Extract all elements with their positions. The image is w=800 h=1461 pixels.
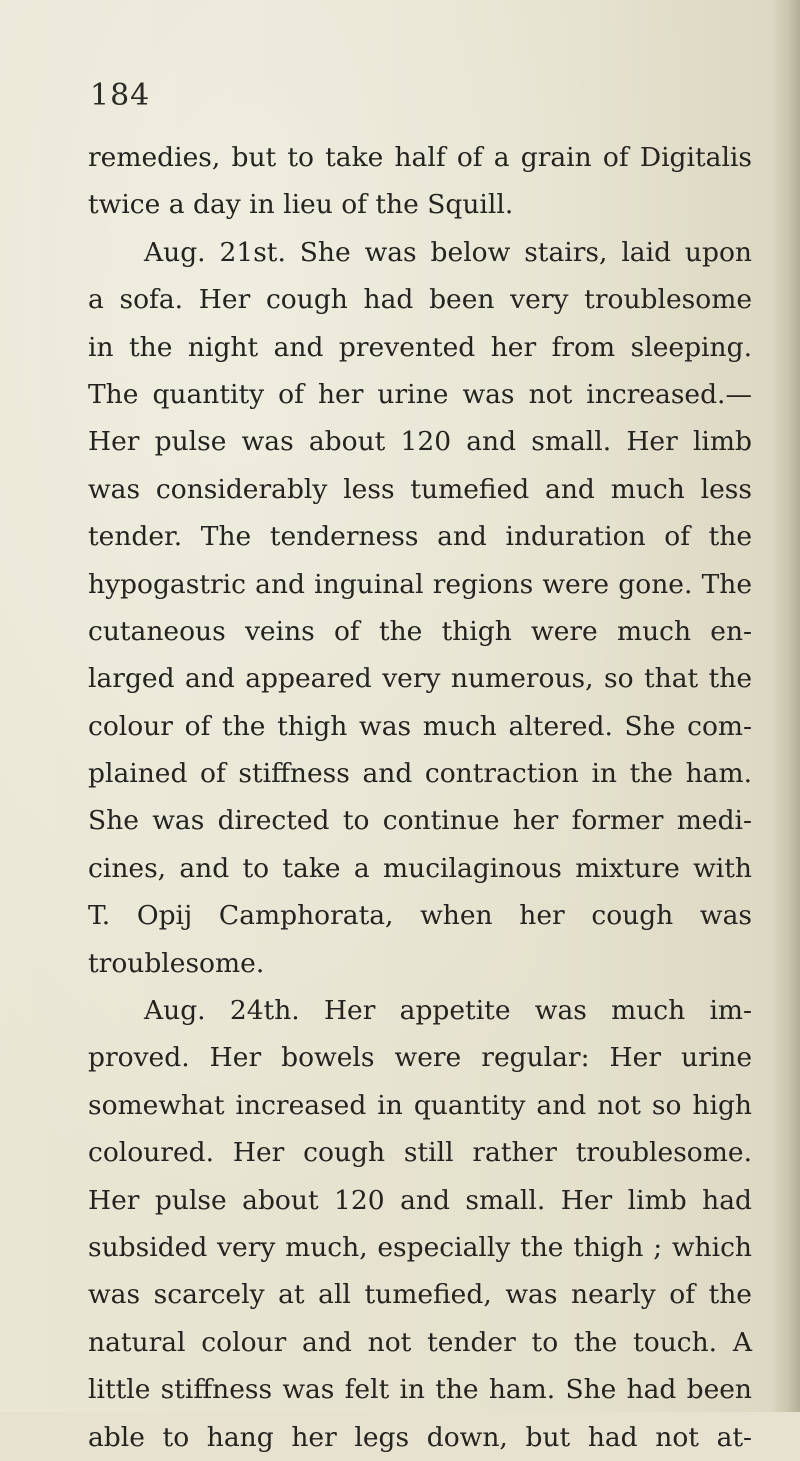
text-line: The quantity of her urine was not increased.—	[88, 378, 752, 410]
text-line: somewhat increased in quantity and not so high	[88, 1089, 752, 1121]
text-line: troublesome.	[88, 947, 265, 979]
page-number: 184	[90, 78, 151, 113]
text-line: Aug. 21st. She was below stairs, laid upon	[144, 236, 752, 268]
text-line: hypogastric and inguinal regions were gone. The	[88, 568, 752, 600]
text-line: Aug. 24th. Her appetite was much im-	[144, 995, 752, 1027]
text-line: little stiffness was felt in the ham. She had been	[88, 1374, 752, 1406]
text-line: Her pulse about 120 and small. Her limb had	[88, 1184, 752, 1216]
text-line: Her pulse was about 120 and small. Her limb	[88, 426, 752, 458]
text-line: remedies, but to take half of a grain of Digitalis	[88, 142, 752, 173]
text-line: twice a day in lieu of the Squill.	[88, 189, 514, 221]
text-line: able to hang her legs down, but had not at-	[88, 1421, 752, 1453]
text-line: subsided very much, especially the thigh ; which	[88, 1231, 752, 1263]
text-line: proved. Her bowels were regular: Her urine	[88, 1042, 752, 1074]
text-line: in the night and prevented her from sleeping.	[88, 331, 752, 363]
text-line: cines, and to take a mucilaginous mixture with	[88, 852, 752, 884]
text-line: was scarcely at all tumefied, was nearly of the	[88, 1279, 752, 1311]
page-edge-shadow	[772, 0, 800, 1412]
text-line: was considerably less tumefied and much less	[88, 473, 752, 505]
text-line: plained of stiffness and contraction in the ham.	[88, 758, 752, 790]
text-line: She was directed to continue her former medi-	[88, 805, 752, 837]
text-line: colour of the thigh was much altered. She com-	[88, 710, 752, 742]
text-line: natural colour and not tender to the touch. A	[88, 1326, 752, 1358]
text-line: cutaneous veins of the thigh were much en-	[88, 615, 752, 647]
text-line: a sofa. Her cough had been very troublesome	[88, 284, 752, 316]
text-line: tender. The tenderness and induration of the	[88, 521, 752, 553]
text-line: T. Opij Camphorata, when her cough was	[88, 900, 752, 932]
text-line: coloured. Her cough still rather troublesome.	[88, 1137, 752, 1169]
body-text	[88, 134, 752, 1461]
text-line: larged and appeared very numerous, so that the	[88, 663, 752, 695]
